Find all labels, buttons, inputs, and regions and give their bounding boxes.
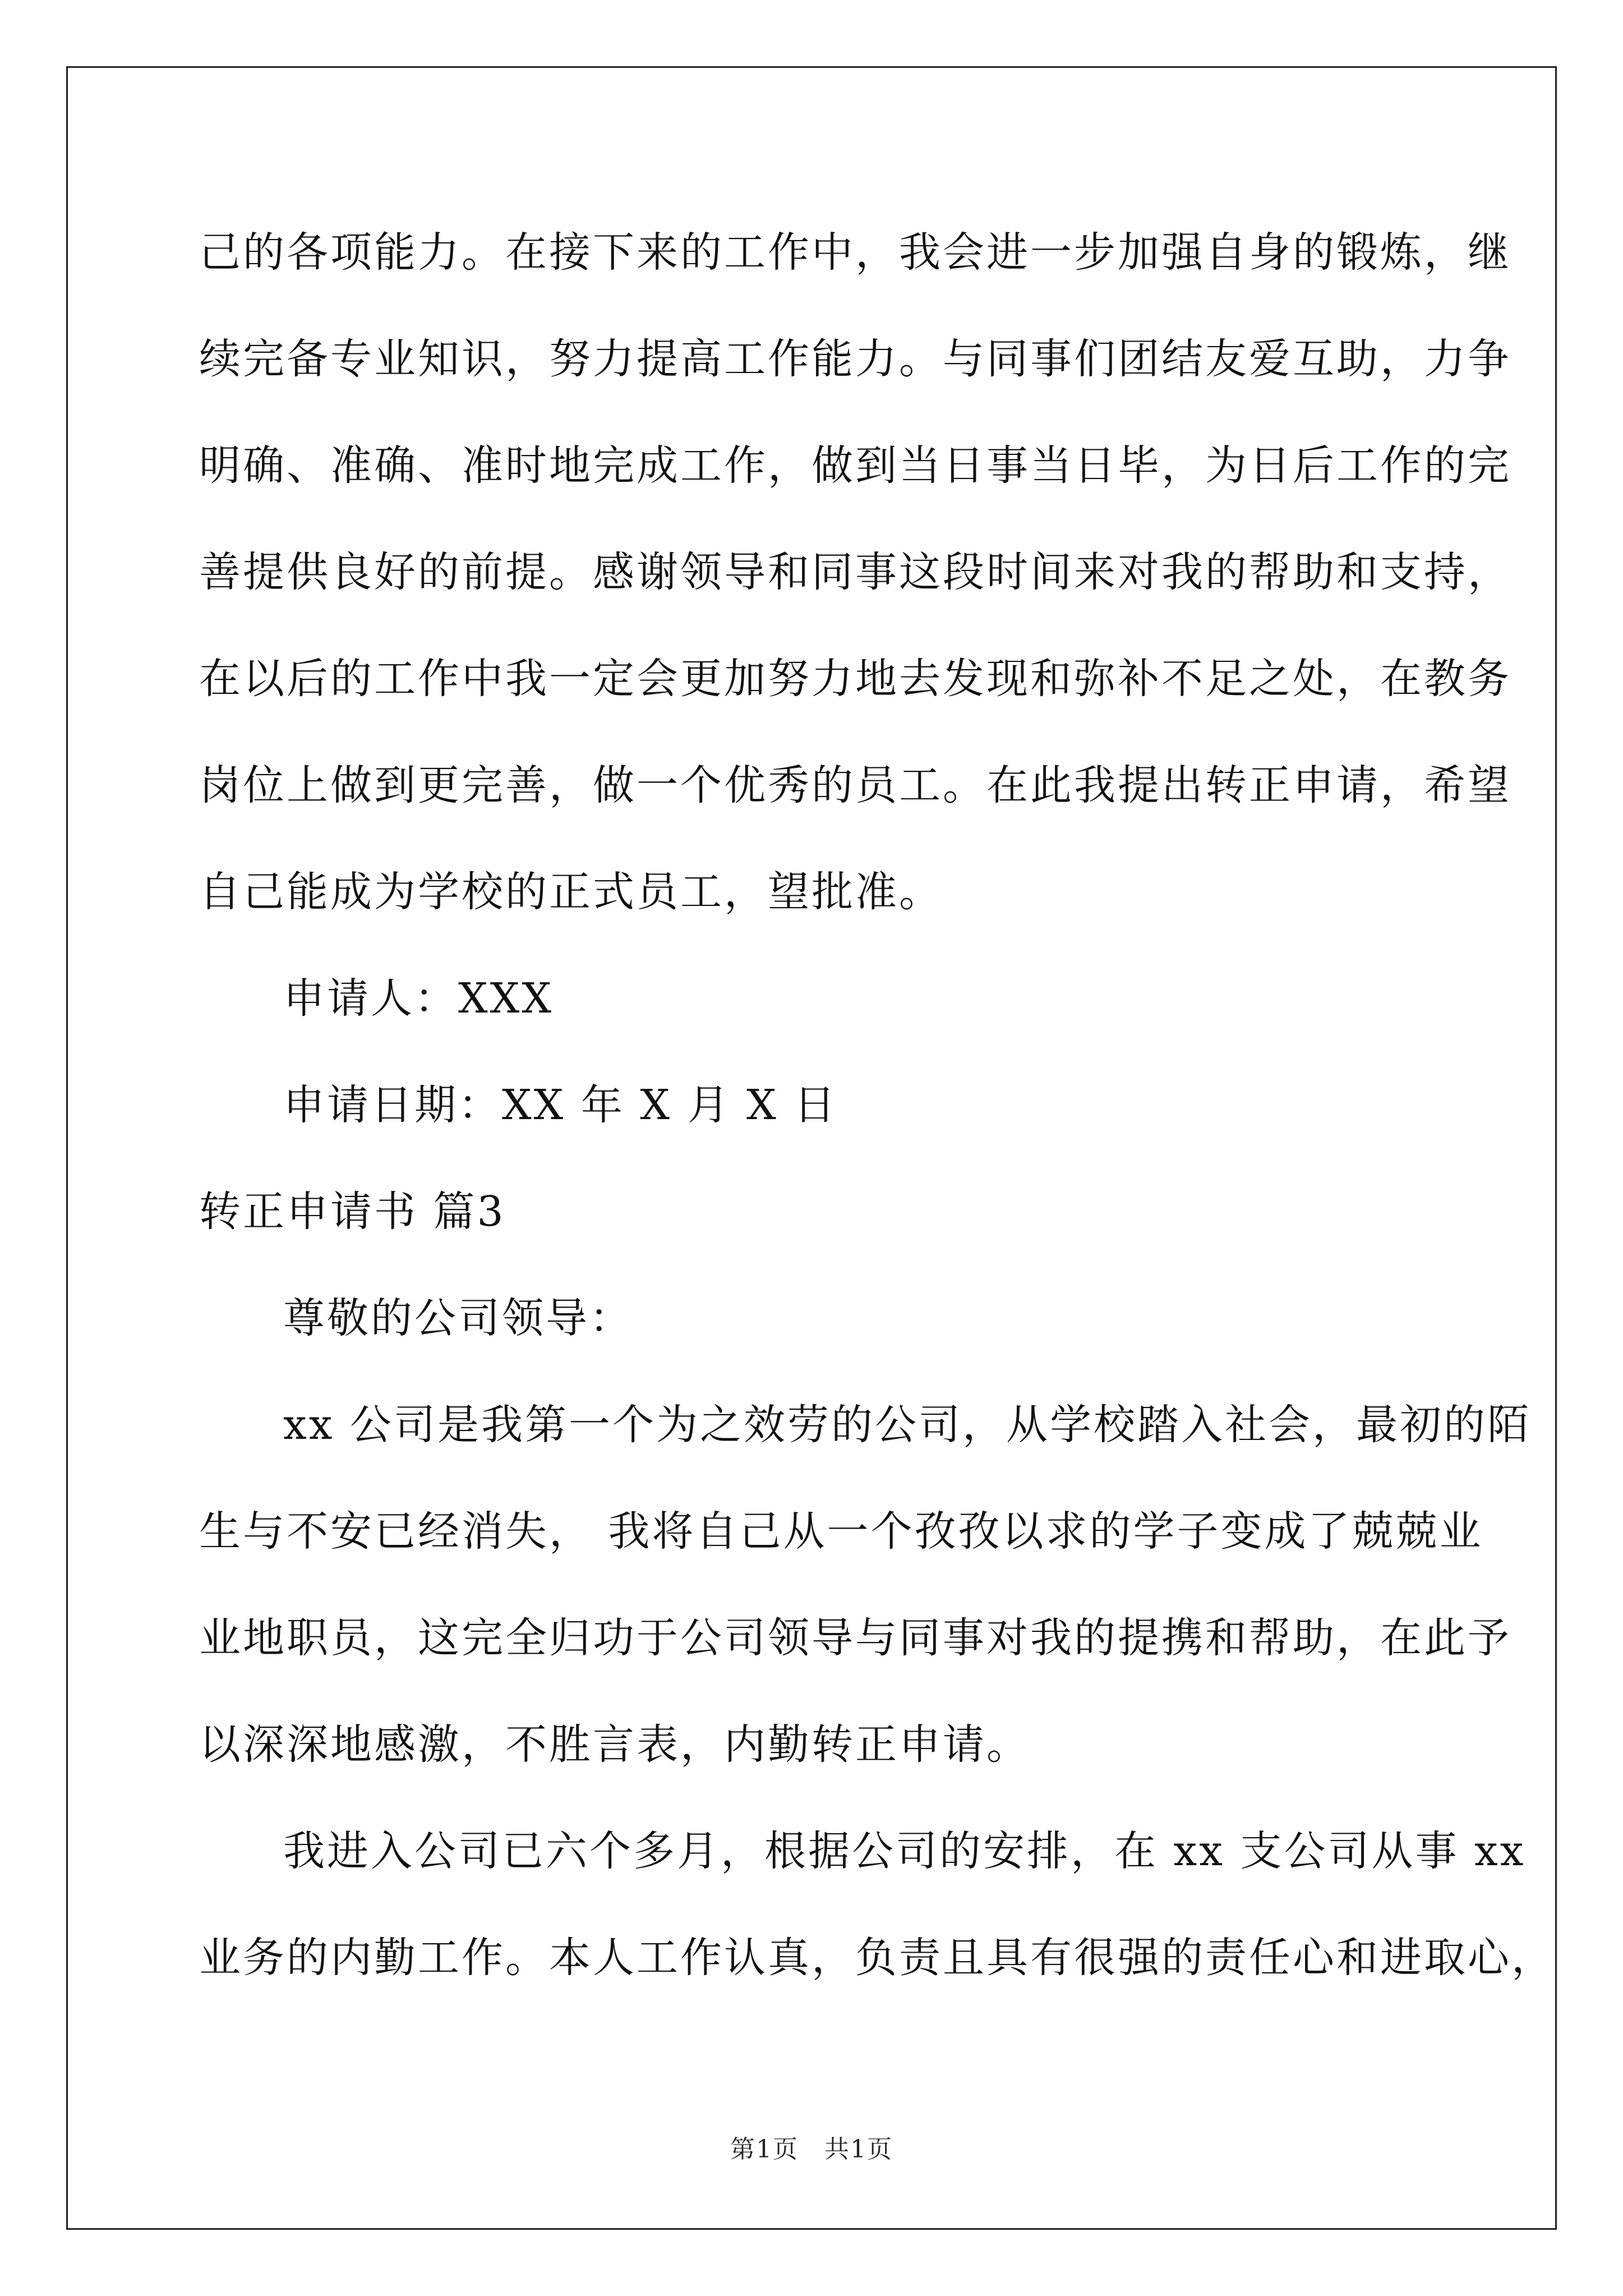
paragraph-line: 以深深地感激，不胜言表，内勤转正申请。 (199, 1720, 1030, 1769)
section-heading: 转正申请书 篇3 (199, 1188, 506, 1236)
document-body (199, 219, 1555, 2031)
paragraph-line: 在以后的工作中我一定会更加努力地去发现和弥补不足之处，在教务 (199, 655, 1511, 703)
paragraph-line: 明确、准确、准时地完成工作，做到当日事当日毕，为日后工作的完 (199, 441, 1511, 490)
paragraph-line: 岗位上做到更完善，做一个优秀的员工。在此我提出转正申请，希望 (199, 761, 1511, 809)
paragraph-line: 业务的内勤工作。本人工作认真，负责且具有很强的责任心和进取心， (199, 1934, 1555, 1982)
paragraph-line: 续完备专业知识，努力提高工作能力。与同事们团结友爱互助，力争 (199, 335, 1511, 383)
paragraph-line: 生与不安已经消失， 我将自己从一个孜孜以求的学子变成了兢兢业 (199, 1507, 1483, 1556)
application-date-line: 申请日期：XX 年 X 月 X 日 (283, 1081, 838, 1129)
salutation-line: 尊敬的公司领导： (283, 1294, 633, 1342)
paragraph-line: xx 公司是我第一个为之效劳的公司，从学校踏入社会，最初的陌 (283, 1401, 1531, 1449)
paragraph-line: 业地职员，这完全归功于公司领导与同事对我的提携和帮助，在此予 (199, 1614, 1511, 1662)
paragraph-line: 自己能成为学校的正式员工，望批准。 (199, 868, 943, 916)
paragraph-line: 己的各项能力。在接下来的工作中，我会进一步加强自身的锻炼，继 (199, 228, 1511, 277)
applicant-line: 申请人：XXX (283, 974, 554, 1023)
paragraph-line: 我进入公司已六个多月，根据公司的安排，在 xx 支公司从事 xx (283, 1827, 1526, 1875)
paragraph-line: 善提供良好的前提。感谢领导和同事这段时间来对我的帮助和支持， (199, 548, 1511, 596)
page-footer: 第1页 共1页 (730, 2135, 893, 2164)
